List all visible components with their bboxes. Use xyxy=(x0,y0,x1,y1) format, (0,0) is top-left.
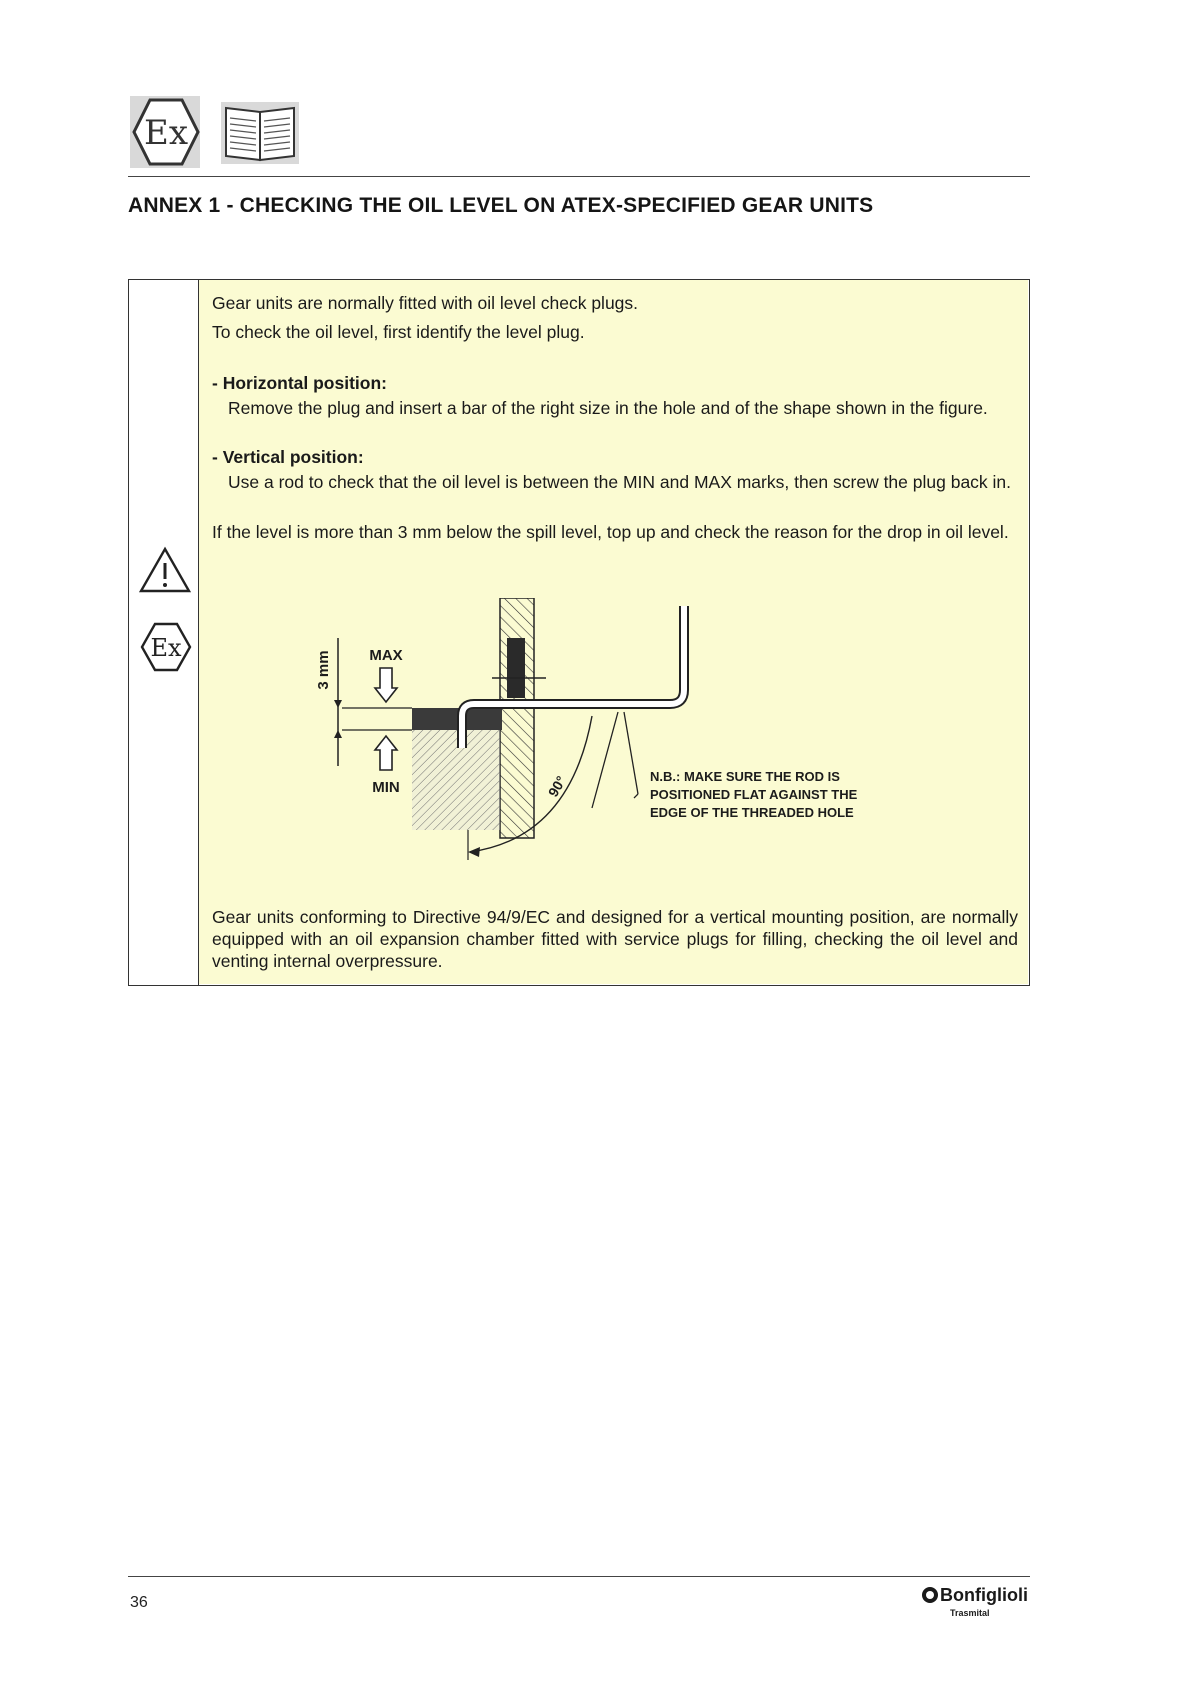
atex-ex-icon xyxy=(139,621,193,673)
warning-icon xyxy=(138,545,192,595)
header-icons xyxy=(128,94,308,170)
intro-paragraph: Gear units are normally fitted with oil level check plugs. xyxy=(212,293,639,313)
svg-text:Ex: Ex xyxy=(150,634,182,662)
header-divider xyxy=(128,176,1030,177)
note-line-3: EDGE OF THE THREADED HOLE xyxy=(650,805,854,820)
directive-paragraph: Gear units conforming to Directive 94/9/EC and designed for a vertical mounting position, are normally equipped with an oil expansion chamber fitted with service plugs for filling, checking the oil level and venting internal overpressure. xyxy=(212,907,1018,971)
min-label: MIN xyxy=(372,779,400,796)
brand-name: Bonfiglioli xyxy=(940,1585,1028,1605)
identify-plug-paragraph: To check the oil level, first identify the level plug. xyxy=(212,322,585,342)
level-warning-paragraph: If the level is more than 3 mm below the spill level, top up and check the reason for the drop in oil level. xyxy=(212,522,1009,542)
page-title: ANNEX 1 - CHECKING THE OIL LEVEL ON ATEX-SPECIFIED GEAR UNITS xyxy=(128,194,874,217)
vertical-position-text: Use a rod to check that the oil level is between the MIN and MAX marks, then screw the plug back in. xyxy=(228,472,1012,492)
note-line-2: POSITIONED FLAT AGAINST THE xyxy=(650,787,858,802)
footer-divider xyxy=(128,1576,1030,1577)
max-label: MAX xyxy=(369,647,403,664)
brand-subtitle: Trasmital xyxy=(950,1608,990,1618)
read-manual-icon xyxy=(221,102,299,164)
dimension-label: 3 mm xyxy=(315,650,332,690)
horizontal-position-heading: - Horizontal position: xyxy=(212,373,387,393)
brand-logo xyxy=(920,1581,1040,1625)
svg-text:Ex: Ex xyxy=(144,113,188,153)
horizontal-position-text: Remove the plug and insert a bar of the right size in the hole and of the shape shown in the figure. xyxy=(228,398,988,418)
angle-label: 90° xyxy=(544,773,570,800)
note-line-1: N.B.: MAKE SURE THE ROD IS xyxy=(650,769,840,784)
atex-ex-icon xyxy=(130,96,200,168)
oil-level-diagram xyxy=(300,598,920,868)
page-number: 36 xyxy=(130,1594,148,1611)
vertical-position-heading: - Vertical position: xyxy=(212,447,364,467)
